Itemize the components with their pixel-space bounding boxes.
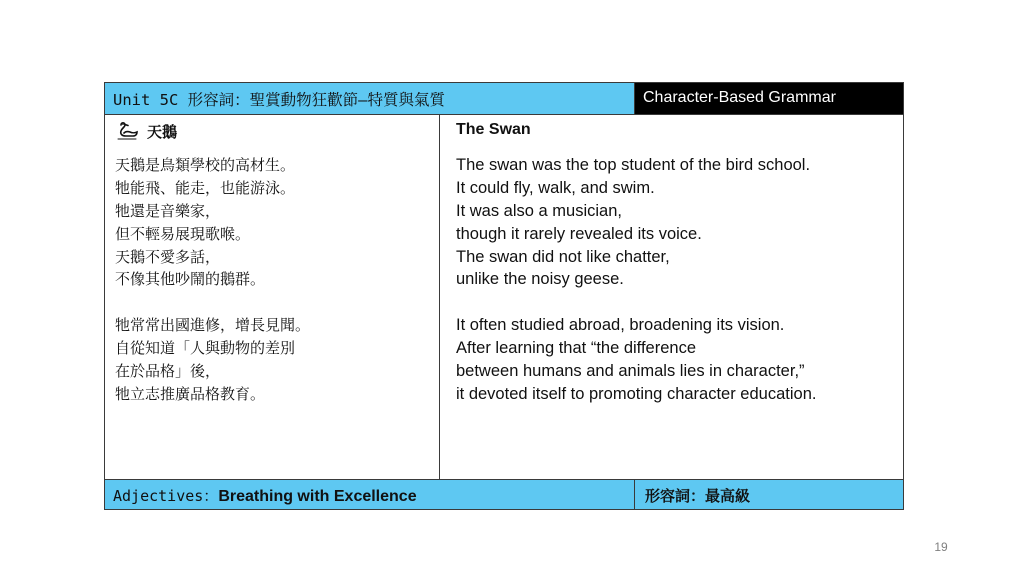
english-line: After learning that “the difference [456,339,697,358]
english-text [456,154,887,406]
english-line: The swan did not like chatter, [456,247,670,266]
chinese-line: 牠立志推廣品格教育。 [115,385,266,404]
grammar-level-label: 形容詞：最高級 [645,487,751,505]
adjectives-prefix: Adjectives： [113,487,219,505]
english-column [440,115,903,479]
chinese-line: 但不輕易展現歌喉。 [115,224,251,243]
english-line: It was also a musician, [456,201,622,220]
english-line: It could fly, walk, and swim. [456,178,655,197]
paragraph-gap [115,291,429,314]
chinese-line: 牠常常出國進修，增長見聞。 [115,316,311,335]
english-line: It often studied abroad, broadening its vision. [456,316,785,335]
chinese-line: 自從知道「人與動物的差別 [115,339,296,358]
chinese-line: 在於品格」後， [115,362,221,381]
unit-title: Unit 5C 形容詞：聖賞動物狂歡節—特質與氣質 [105,83,635,114]
chinese-column [105,115,440,479]
english-heading: The Swan [456,121,531,138]
chinese-line: 天鵝是鳥類學校的高材生。 [115,156,296,174]
page-number: 19 [934,540,948,554]
english-line: The swan was the top student of the bird school. [456,156,811,174]
header-row [105,83,903,115]
chinese-line: 牠能飛、能走，也能游泳。 [115,178,296,197]
chinese-line: 不像其他吵鬧的鵝群。 [115,270,266,289]
paragraph-gap [456,291,887,314]
chinese-heading-text: 天鵝 [147,122,178,141]
english-line: between humans and animals lies in character,” [456,362,805,381]
chinese-heading [115,121,429,141]
english-line: unlike the noisy geese. [456,270,624,289]
category-tag: Character-Based Grammar [635,83,903,114]
chinese-line: 牠還是音樂家， [115,201,221,220]
english-line: though it rarely revealed its voice. [456,224,702,243]
chinese-line: 天鵝不愛多話， [115,247,221,266]
swan-icon [115,121,139,141]
english-line: it devoted itself to promoting character education. [456,385,817,404]
chinese-text [115,154,429,406]
adjectives-title: Breathing with Excellence [218,488,417,505]
footer-row [105,479,903,509]
adjectives-label [105,480,635,509]
lesson-table [104,82,904,510]
